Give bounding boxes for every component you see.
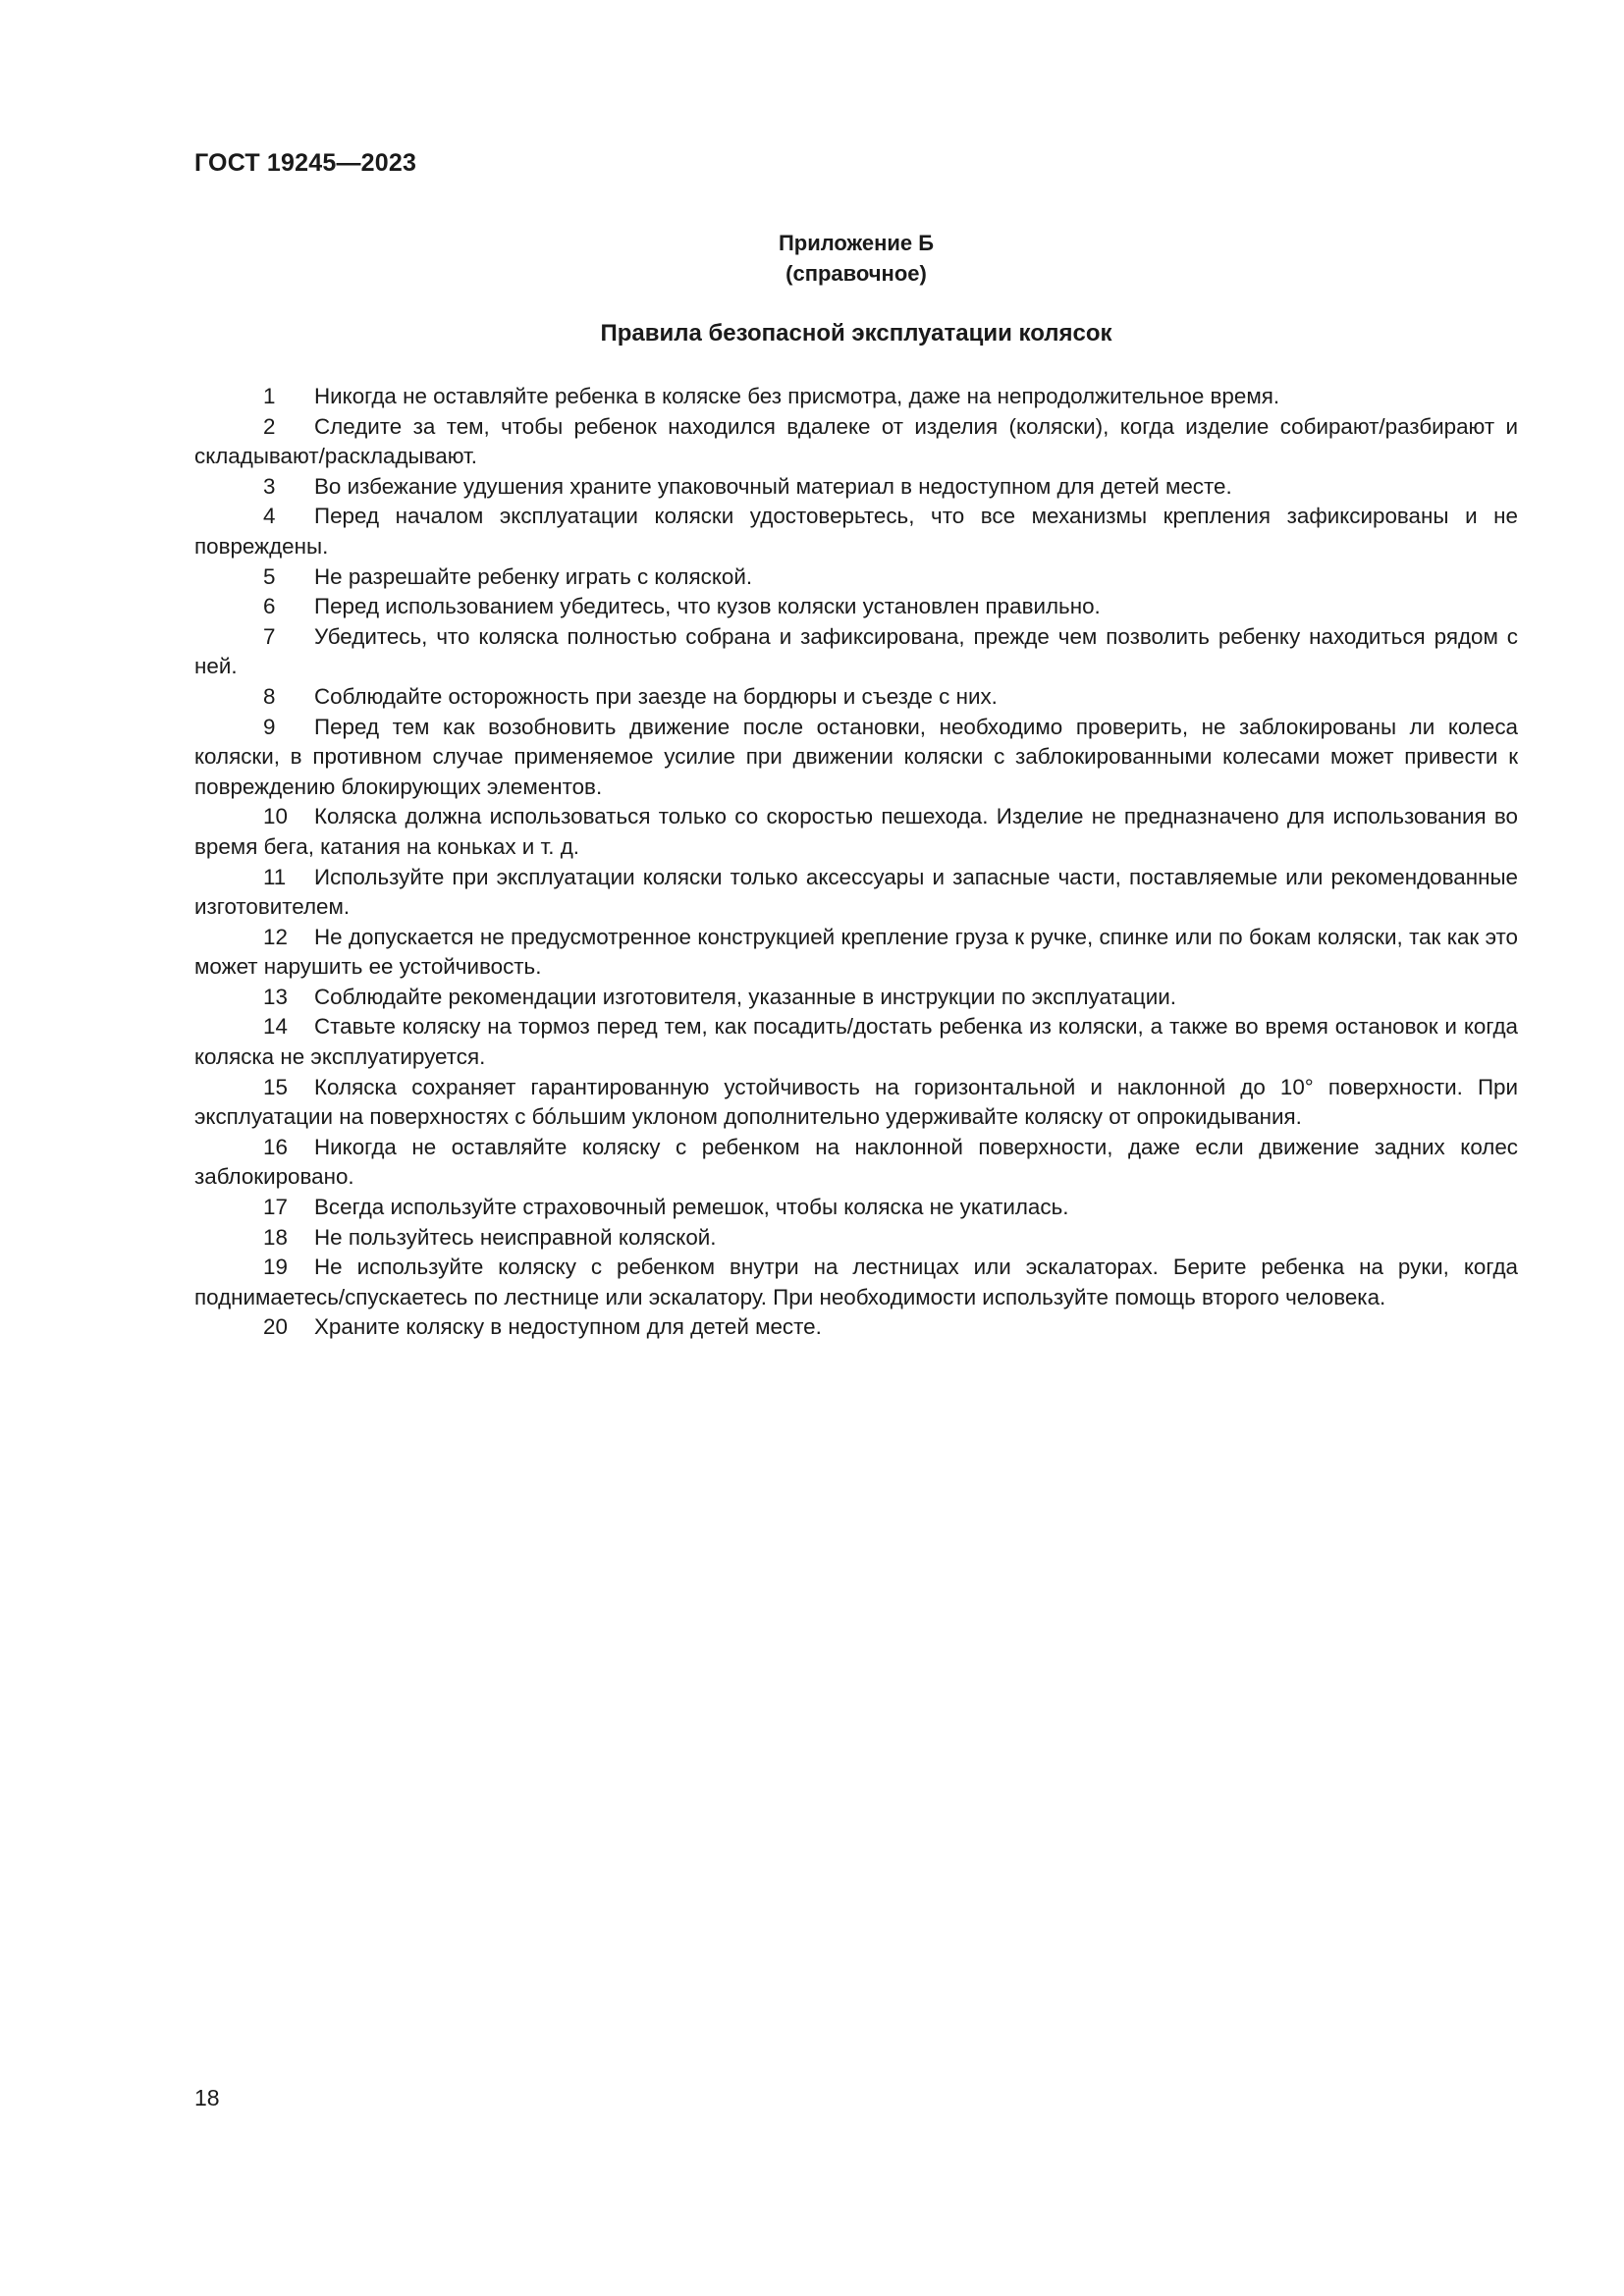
rule-number: 13 bbox=[263, 984, 288, 1009]
rule-item bbox=[194, 1223, 1518, 1254]
rule-text: Коляска сохраняет гарантированную устойчивость на горизонтальной и наклонной до 10° поверхности. При эксплуатации на поверхностях с бóльшим уклоном дополнительно удерживайте коляску от опрокидывания. bbox=[194, 1074, 1518, 1130]
rule-item bbox=[194, 412, 1518, 472]
rule-text: Во избежание удушения храните упаковочный материал в недоступном для детей месте. bbox=[314, 473, 1232, 499]
rule-text: Перед тем как возобновить движение после остановки, необходимо проверить, не заблокированы ли колеса коляски, в противном случае применяемое усилие при движении коляски с заблокированными колесами может привести к повреждению блокирующих элементов. bbox=[194, 714, 1518, 799]
rule-item bbox=[194, 1012, 1518, 1072]
rule-text: Ставьте коляску на тормоз перед тем, как посадить/достать ребенка из коляски, а также во время остановок и когда коляска не эксплуатируется. bbox=[194, 1014, 1518, 1070]
rule-text: Не пользуйтесь неисправной коляской. bbox=[314, 1224, 717, 1250]
rule-item bbox=[194, 923, 1518, 983]
rule-number: 20 bbox=[263, 1314, 288, 1340]
rule-item bbox=[194, 802, 1518, 862]
rule-text: Храните коляску в недоступном для детей месте. bbox=[314, 1314, 822, 1340]
rule-text: Никогда не оставляйте коляску с ребенком на наклонной поверхности, даже если движение задних колес заблокировано. bbox=[194, 1134, 1518, 1190]
annex-heading bbox=[194, 228, 1518, 289]
rule-item bbox=[194, 1312, 1518, 1343]
rule-item bbox=[194, 1133, 1518, 1193]
rule-number: 14 bbox=[263, 1014, 288, 1040]
rule-text: Перед использованием убедитесь, что кузов коляски установлен правильно. bbox=[314, 594, 1101, 619]
rule-text: Перед началом эксплуатации коляски удостоверьтесь, что все механизмы крепления зафиксированы и не повреждены. bbox=[194, 504, 1518, 559]
rule-number: 18 bbox=[263, 1224, 288, 1250]
rule-number: 2 bbox=[263, 413, 276, 439]
rule-item bbox=[194, 682, 1518, 713]
rule-item bbox=[194, 1253, 1518, 1312]
rule-item bbox=[194, 472, 1518, 503]
rule-item bbox=[194, 622, 1518, 682]
page-number: 18 bbox=[194, 2085, 220, 2110]
rule-number: 4 bbox=[263, 504, 276, 529]
rule-number: 8 bbox=[263, 683, 276, 709]
rule-number: 15 bbox=[263, 1074, 288, 1099]
rule-number: 12 bbox=[263, 924, 288, 949]
rule-item bbox=[194, 562, 1518, 593]
rule-number: 9 bbox=[263, 714, 276, 739]
rule-text: Не используйте коляску с ребенком внутри на лестницах или эскалаторах. Берите ребенка на руки, когда поднимаетесь/спускаетесь по лестнице или эскалатору. При необходимости используйте помощь второго человека. bbox=[194, 1255, 1518, 1309]
rule-number: 10 bbox=[263, 804, 288, 829]
rule-item bbox=[194, 1073, 1518, 1133]
annex-title: Приложение Б bbox=[778, 231, 935, 255]
rule-text: Не разрешайте ребенку играть с коляской. bbox=[314, 563, 753, 589]
rule-item bbox=[194, 713, 1518, 803]
document-id: ГОСТ 19245—2023 bbox=[194, 149, 417, 177]
rule-number: 3 bbox=[263, 473, 276, 499]
rule-number: 11 bbox=[263, 864, 287, 889]
rule-item bbox=[194, 382, 1518, 412]
rule-item bbox=[194, 863, 1518, 923]
rules-list bbox=[194, 382, 1518, 1343]
rule-item bbox=[194, 592, 1518, 622]
rule-text: Всегда используйте страховочный ремешок, чтобы коляска не укатилась. bbox=[314, 1195, 1069, 1220]
annex-kind: (справочное) bbox=[785, 261, 927, 286]
rule-number: 7 bbox=[263, 623, 276, 649]
rule-text: Соблюдайте рекомендации изготовителя, указанные в инструкции по эксплуатации. bbox=[314, 984, 1176, 1009]
section-title: Правила безопасной эксплуатации колясок bbox=[600, 320, 1112, 347]
rule-text: Убедитесь, что коляска полностью собрана и зафиксирована, прежде чем позволить ребенку находиться рядом с ней. bbox=[194, 623, 1518, 679]
rule-number: 16 bbox=[263, 1134, 288, 1159]
rule-number: 5 bbox=[263, 563, 276, 589]
rule-item bbox=[194, 1193, 1518, 1223]
rule-number: 17 bbox=[263, 1195, 288, 1220]
rule-text: Следите за тем, чтобы ребенок находился вдалеке от изделия (коляски), когда изделие собирают/разбирают и складывают/раскладывают. bbox=[194, 413, 1518, 469]
rule-item bbox=[194, 983, 1518, 1013]
rule-text: Коляска должна использоваться только со скоростью пешехода. Изделие не предназначено для использования во время бега, катания на коньках и т. д. bbox=[194, 804, 1518, 859]
rule-item bbox=[194, 502, 1518, 561]
rule-number: 1 bbox=[263, 384, 276, 408]
rule-text: Используйте при эксплуатации коляски только аксессуары и запасные части, поставляемые или рекомендованные изготовителем. bbox=[194, 864, 1518, 920]
rule-text: Соблюдайте осторожность при заезде на бордюры и съезде с них. bbox=[314, 683, 998, 709]
rule-text: Никогда не оставляйте ребенка в коляске без присмотра, даже на непродолжительное время. bbox=[314, 384, 1280, 408]
rule-text: Не допускается не предусмотренное конструкцией крепление груза к ручке, спинке или по бокам коляски, так как это может нарушить ее устойчивость. bbox=[194, 924, 1518, 980]
rule-number: 6 bbox=[263, 594, 276, 619]
rule-number: 19 bbox=[263, 1255, 288, 1280]
